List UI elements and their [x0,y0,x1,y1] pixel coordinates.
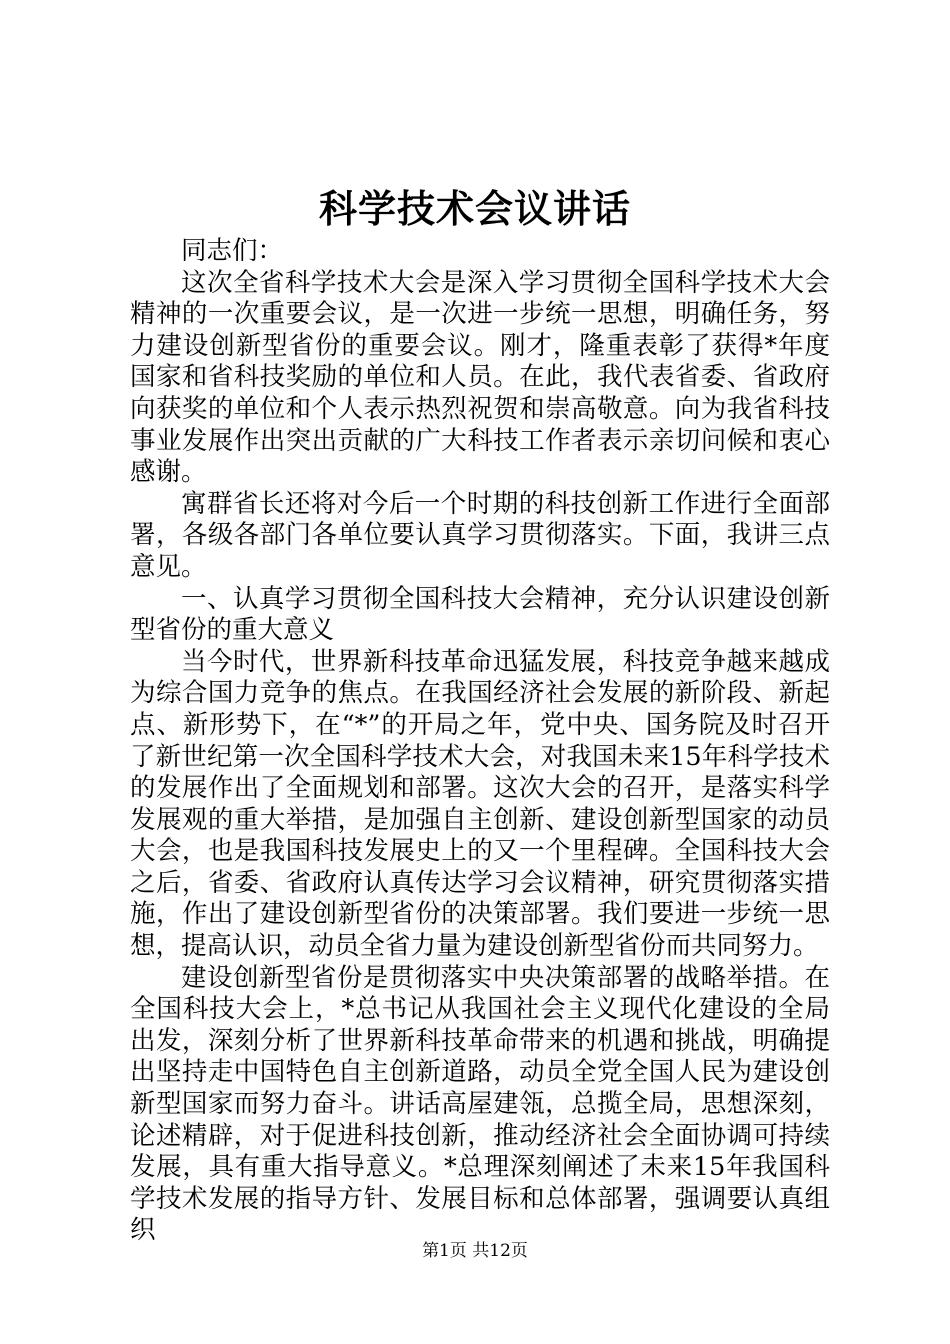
paragraph-greeting: 同志们： [181,236,284,266]
paragraph: 建设创新型省份是贯彻落实中央决策部署的战略举措。在全国科技大会上，*总书记从我国社会主义现代化建设的全局出发，深刻分析了世界新科技革命带来的机遇和挑战，明确提出坚持走中国特色自主创新道路，动员全党全国人民为建设创新型国家而努力奋斗。讲话高屋建瓴，总揽全局，思想深刻，论述精辟，对于促进科技创新，推动经济社会全面协调可持续发展，具有重大指导意义。*总理深刻阐述了未来15年我国科学技术发展的指导方针、发展目标和总体部署，强调要认真组织 [130,962,830,1246]
paragraph: 寓群省长还将对今后一个时期的科技创新工作进行全面部署，各级各部门各单位要认真学习贯彻落实。下面，我讲三点意见。 [130,488,830,582]
section-heading: 一、认真学习贯彻全国科技大会精神，充分认识建设创新型省份的重大意义 [130,583,830,646]
paragraph: 当今时代，世界新科技革命迅猛发展，科技竞争越来越成为综合国力竞争的焦点。在我国经济社会发展的新阶段、新起点、新形势下，在“*”的开局之年，党中央、国务院及时召开了新世纪第一次全国科学技术大会，对我国未来15年科学技术的发展作出了全面规划和部署。这次大会的召开，是落实科学发展观的重大举措，是加强自主创新、建设创新型国家的动员大会，也是我国科技发展史上的又一个里程碑。全国科技大会之后，省委、省政府认真传达学习会议精神，研究贯彻落实措施，作出了建设创新型省份的决策部署。我们要进一步统一思想，提高认识，动员全省力量为建设创新型省份而共同努力。 [130,646,830,962]
document-body [130,236,830,1247]
page-number-footer: 第1页 共12页 [422,1241,528,1261]
document-title: 科学技术会议讲话 [318,186,631,231]
paragraph: 这次全省科学技术大会是深入学习贯彻全国科学技术大会精神的一次重要会议，是一次进一步统一思想，明确任务，努力建设创新型省份的重要会议。刚才，隆重表彰了获得*年度国家和省科技奖励的单位和人员。在此，我代表省委、省政府向获奖的单位和个人表示热烈祝贺和崇高敬意。向为我省科技事业发展作出突出贡献的广大科技工作者表示亲切问候和衷心感谢。 [130,267,830,488]
